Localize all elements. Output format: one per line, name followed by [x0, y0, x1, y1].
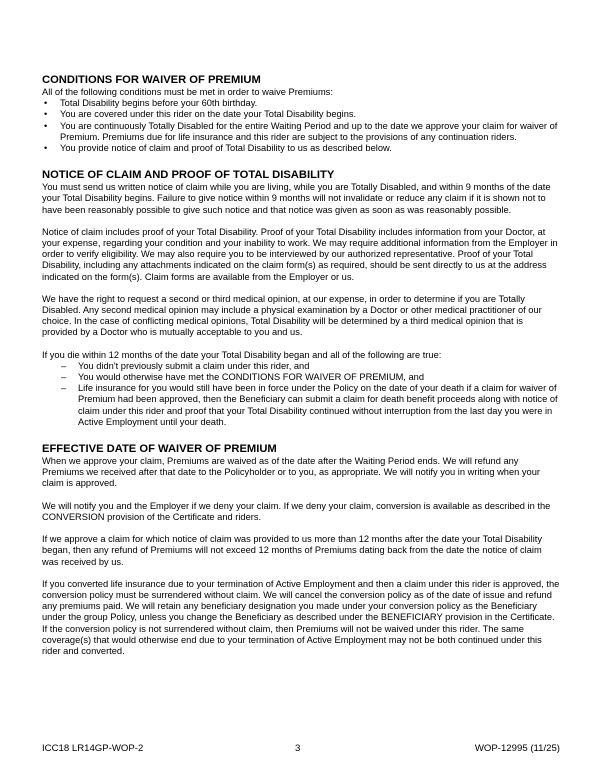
notice-paragraph-2: Notice of claim includes proof of your Total Disability. Proof of your Total Disability includes information from your Doctor, at your expense, regarding your condition and your inability to work. We may require additional information from the Employer in order to verify eligibility. We may also require you to be interviewed by our authorized representative. Proof of your Total Disability, including any attachments indicated on the claim form(s) as required, should be sent directly to us at the address indicated on the form(s). Claim forms are available from the Employer or us. — [42, 226, 558, 282]
page-number: 3 — [295, 743, 301, 754]
effective-paragraph-4: If you converted life insurance due to your termination of Active Employment and then a claim under this rider is approved, the conversion policy must be surrendered without claim. We will cancel the conversion policy as of the date of issue and refund any premiums paid. We will retain any beneficiary designation you made under your conversion policy as the Beneficiary under the group Policy, unless you change the Beneficiary as described under the BENEFICIARY provision in the Certificate. If the conversion policy is not surrendered without claim, then Premiums will not be waived under this rider. The same coverage(s) that would otherwise end due to your termination of Active Employment may not be both continued under this rider and converted. — [42, 578, 560, 656]
death-condition-item: – You didn't previously submit a claim under this rider, and — [60, 361, 560, 372]
conditions-list — [42, 98, 560, 154]
effective-paragraph-3: If we approve a claim for which notice of claim was provided to us more than 12 months after the date your Total Disability began, then any refund of Premiums will not exceed 12 months of Premiums dating back from the date the notice of claim was received by us. — [42, 534, 543, 567]
condition-item: • Total Disability begins before your 60th birthday. — [42, 98, 560, 109]
notice-paragraph-1: You must send us written notice of claim while you are living, while you are Totally Disabled, and within 9 months of the date your Total Disability begins. Failure to give notice within 9 months will not invalidate or reduce any claim if it is shown not to have been reasonably possible to give such notice and that notice was given as soon as was reasonably possible. — [42, 182, 551, 215]
effective-paragraph-1: When we approve your claim, Premiums are waived as of the date after the Waiting Period ends. We will refund any Premiums we received after that date to the Policyholder or to you, as appropriate. We will notify you in writing when your claim is approved. — [42, 456, 540, 489]
condition-item: • You are continuously Totally Disabled for the entire Waiting Period and up to the date we approve your claim for waiver of Premium. Premiums due for life insurance and this rider are subject to the provisions of any continuation riders. — [42, 121, 560, 143]
form-number: ICC18 LR14GP-WOP-2 — [42, 743, 144, 754]
notice-paragraph-3: We have the right to request a second or third medical opinion, at our expense, in order to determine if you are Totally Disabled. Any second medical opinion may include a physical examination by a Doctor or other medical practitioner of our choice. In the case of conflicting medical opinions, Total Disability will be determined by a third medical opinion that is provided by a Doctor who is mutually acceptable to you and us. — [42, 293, 542, 338]
condition-item: • You are covered under this rider on the date your Total Disability begins. — [42, 109, 560, 120]
effective-paragraph-2: We will notify you and the Employer if we deny your claim. If we deny your claim, conversion is available as described in the CONVERSION provision of the Certificate and riders. — [42, 500, 551, 522]
condition-item: • You provide notice of claim and proof of Total Disability to us as described below. — [42, 143, 560, 154]
document-body — [42, 74, 560, 657]
heading-notice-of-claim: NOTICE OF CLAIM AND PROOF OF TOTAL DISABILITY — [42, 169, 335, 182]
heading-conditions-for-waiver: CONDITIONS FOR WAIVER OF PREMIUM — [42, 74, 261, 86]
heading-effective-date: EFFECTIVE DATE OF WAIVER OF PREMIUM — [42, 443, 277, 456]
death-conditions-list — [60, 361, 560, 428]
death-condition-item: – Life insurance for you would still have been in force under the Policy on the date of your death if a claim for waiver of Premium had been approved, then the Beneficiary can submit a claim for death benefit proceeds along with notice of claim under this rider and proof that your Total Disability continued without interruption from the last day you were in Active Employment until your death. — [60, 383, 560, 428]
document-code: WOP-12995 (11/25) — [474, 743, 560, 754]
notice-paragraph-4: If you die within 12 months of the date your Total Disability began and all of the following are true: — [42, 349, 442, 360]
conditions-intro: All of the following conditions must be met in order to waive Premiums: — [42, 87, 333, 97]
page-footer — [42, 743, 560, 755]
death-condition-item: – You would otherwise have met the CONDITIONS FOR WAIVER OF PREMIUM, and — [60, 372, 560, 383]
